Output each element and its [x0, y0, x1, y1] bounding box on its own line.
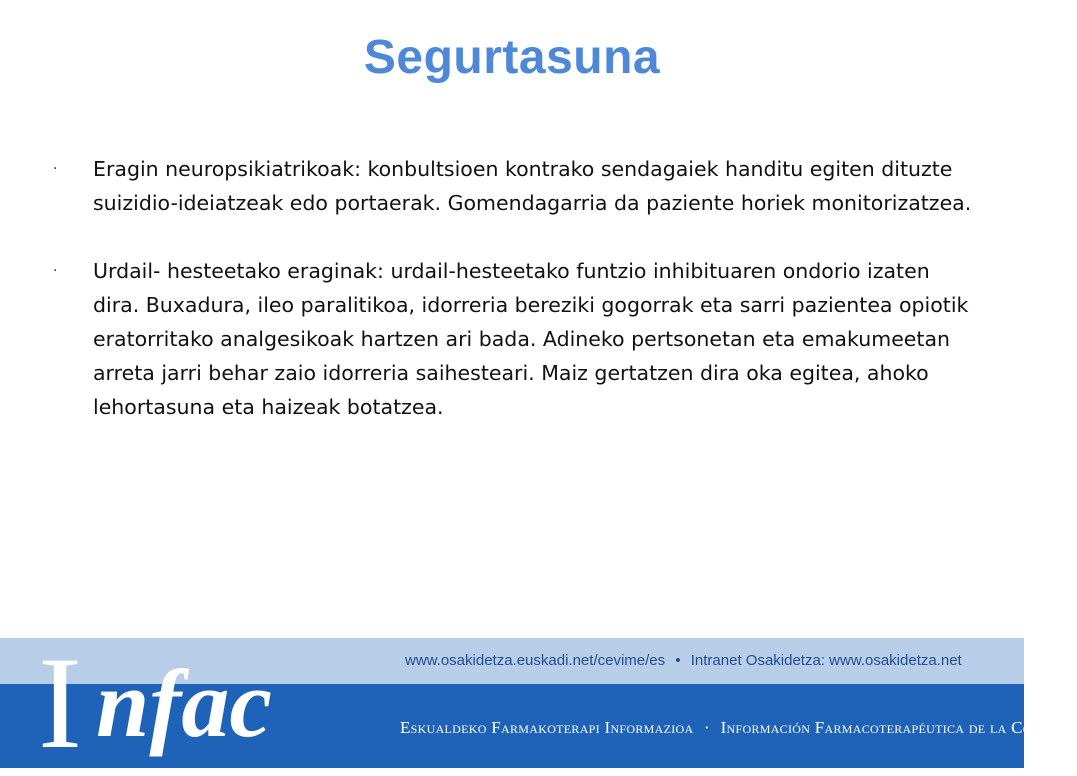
tagline-spanish: Información Farmacoterapéutica de la Comarca [720, 718, 1077, 737]
footer-tagline [400, 718, 1077, 738]
infac-logo [38, 629, 338, 776]
bullet-item [50, 254, 980, 424]
footer-banner [0, 629, 1077, 776]
footer-links [405, 652, 962, 669]
tagline-separator: · [704, 718, 711, 737]
logo-rest: nfac [96, 650, 272, 757]
intranet-link[interactable]: Intranet Osakidetza: www.osakidetza.net [690, 652, 962, 669]
cevime-link[interactable]: www.osakidetza.euskadi.net/cevime/es [405, 652, 666, 669]
bullet-marker: · [53, 161, 58, 177]
bullet-text: Eragin neuropsikiatrikoak: konbultsioen kontrako sendagaiek handitu egiten dituzte suizidio-ideiatzeak edo portaerak. Gomendagarria da paziente horiek monitorizatzea. [93, 157, 972, 215]
bullet-item [50, 152, 980, 220]
bullet-list [50, 152, 980, 458]
logo-first-letter: I [38, 629, 82, 776]
bullet-text: Urdail- hesteetako eraginak: urdail-hesteetako funtzio inhibituaren ondorio izaten dira. Buxadura, ileo paralitikoa, idorreria bereziki gogorrak eta sarri pazientea opiotik eratorritako analgesikoak hartzen ari bada. Adineko pertsonetan eta emakumeetan arreta jarri behar zaio idorreria saihesteari. Maiz gertatzen dira oka egitea, ahoko lehortasuna eta haizeak botatzea. [93, 259, 969, 419]
tagline-basque: Eskualdeko Farmakoterapi Informazioa [400, 718, 694, 737]
footer-links-separator: • [675, 652, 681, 669]
slide-title: Segurtasuna [363, 31, 661, 84]
bullet-marker: · [53, 263, 58, 279]
